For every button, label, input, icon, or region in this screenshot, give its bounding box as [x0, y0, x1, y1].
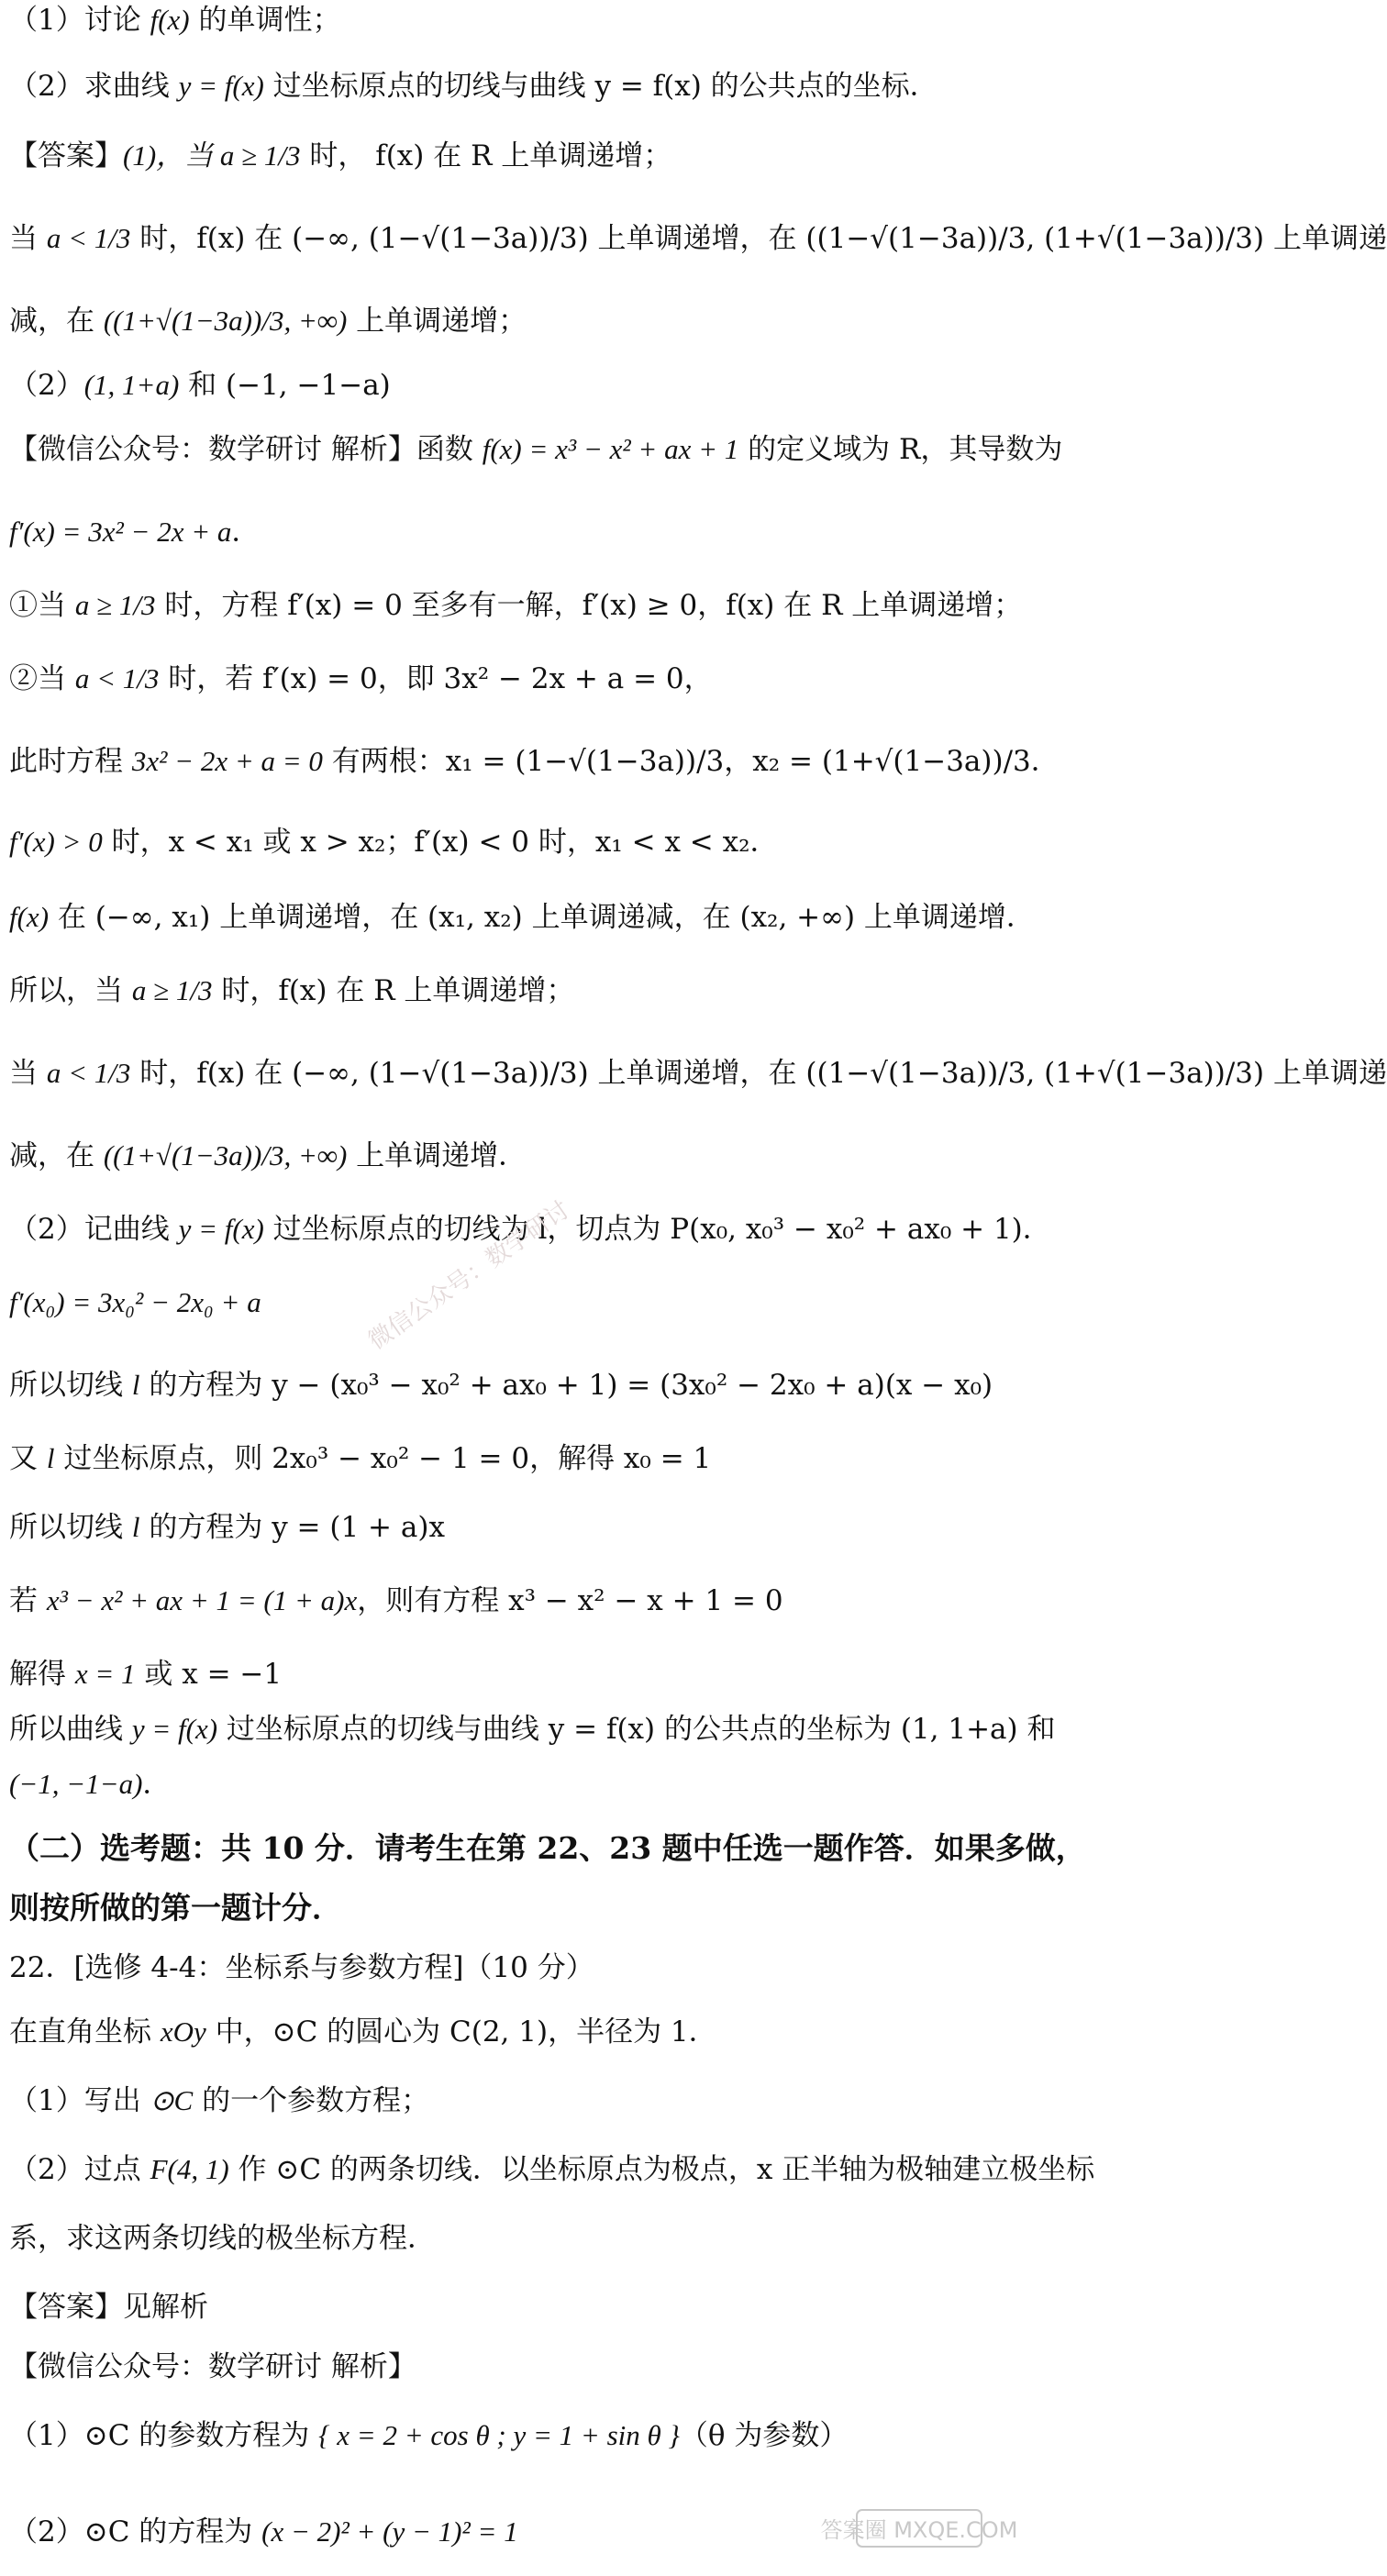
line-29: 在直角坐标 xOy 中，⊙C 的圆心为 C(2, 1)，半径为 1． — [9, 2015, 717, 2049]
line-5: 减，在 ((1+√(1−3a))/3, +∞) 上单调递增； — [9, 305, 527, 338]
line-23: 解得 x = 1 或 x = −1 — [9, 1658, 283, 1691]
line-12: f′(x) > 0 时，x < x₁ 或 x > x₂；f′(x) < 0 时，x₁ < x < x₂． — [9, 826, 779, 859]
line-25: (−1, −1−a)． — [9, 1768, 172, 1801]
line-1: （1）讨论 f(x) 的单调性； — [9, 4, 341, 37]
line-22: 若 x³ − x² + ax + 1 = (1 + a)x，则有方程 x³ − x² − x + 1 = 0 — [9, 1584, 783, 1617]
watermark: 微信公众号：数学研讨 — [363, 1195, 575, 1356]
line-2: （2）求曲线 y = f(x) 过坐标原点的切线与曲线 y = f(x) 的公共点的坐标． — [9, 70, 938, 103]
line-13: f(x) 在 (−∞, x₁) 上单调递增，在 (x₁, x₂) 上单调递减，在 (x₂, +∞) 上单调递增． — [9, 901, 1035, 934]
line-8: f′(x) = 3x² − 2x + a． — [9, 516, 261, 549]
logo-text: 答案圈 MXQE.COM — [820, 2517, 1018, 2543]
line-11: 此时方程 3x² − 2x + a = 0 有两根：x₁ = (1−√(1−3a))/3，x₂ = (1+√(1−3a))/3． — [9, 745, 1060, 778]
line-31: （2）过点 F(4, 1) 作 ⊙C 的两条切线．以坐标原点为极点，x 正半轴为极轴建立极坐标 — [9, 2153, 1095, 2186]
line-21: 所以切线 l 的方程为 y = (1 + a)x — [9, 1511, 445, 1544]
param-equation-line: （1）⊙C 的参数方程为 { x = 2 + cos θ ; y = 1 + sin θ }（θ 为参数） — [9, 2419, 849, 2452]
line-32: 系，求这两条切线的极坐标方程． — [9, 2222, 436, 2255]
line-9: ①当 a ≥ 1/3 时，方程 f′(x) = 0 至多有一解，f′(x) ≥ 0，f(x) 在 R 上单调递增； — [9, 589, 1023, 622]
circle-equation-line: （2）⊙C 的方程为 (x − 2)² + (y − 1)² = 1 — [9, 2515, 518, 2548]
line-14: 所以，当 a ≥ 1/3 时，f(x) 在 R 上单调递增； — [9, 974, 575, 1007]
analysis-heading: 【微信公众号：数学研讨 解析】 — [9, 2350, 416, 2383]
line-4: 当 a < 1/3 时，f(x) 在 (−∞, (1−√(1−3a))/3) 上单调递增，在 ((1−√(1−3a))/3, (1+√(1−3a))/3) 上单调递 — [9, 222, 1387, 255]
line-18: f′(x₀) = 3x₀² − 2x₀ + a — [9, 1286, 261, 1318]
line-30: （1）写出 ⊙C 的一个参数方程； — [9, 2084, 430, 2117]
line-3: 【答案】(1)，当 a ≥ 1/3 时， f(x) 在 R 上单调递增； — [9, 139, 672, 172]
section-heading-2: 则按所做的第一题计分． — [9, 1890, 342, 1926]
line-20: 又 l 过坐标原点，则 2x₀³ − x₀² − 1 = 0，解得 x₀ = 1 — [9, 1442, 712, 1475]
line-17: （2）记曲线 y = f(x) 过坐标原点的切线为 l，切点为 P(x₀, x₀³ − x₀² + ax₀ + 1)． — [9, 1213, 1051, 1246]
line-10: ②当 a < 1/3 时，若 f′(x) = 0，即 3x² − 2x + a = 0， — [9, 662, 713, 695]
line-15: 当 a < 1/3 时，f(x) 在 (−∞, (1−√(1−3a))/3) 上单调递增，在 ((1−√(1−3a))/3, (1+√(1−3a))/3) 上单调递 — [9, 1057, 1387, 1090]
line-6: （2）(1, 1+a) 和 (−1, −1−a) — [9, 369, 391, 402]
line-24: 所以曲线 y = f(x) 过坐标原点的切线与曲线 y = f(x) 的公共点的坐标为 (1, 1+a) 和 — [9, 1713, 1056, 1746]
section-heading-1: （二）选考题：共 10 分．请考生在第 22、23 题中任选一题作答．如果多做， — [9, 1830, 1086, 1866]
question-22-title: 22．[选修 4-4：坐标系与参数方程]（10 分） — [9, 1951, 594, 1984]
line-19: 所以切线 l 的方程为 y − (x₀³ − x₀² + ax₀ + 1) = (3x₀² − 2x₀ + a)(x − x₀) — [9, 1369, 993, 1402]
site-logo — [820, 2506, 1018, 2570]
line-7: 【微信公众号：数学研讨 解析】函数 f(x) = x³ − x² + ax + 1 的定义域为 R，其导数为 — [9, 433, 1063, 466]
line-16: 减，在 ((1+√(1−3a))/3, +∞) 上单调递增． — [9, 1139, 527, 1172]
answer-line: 【答案】见解析 — [9, 2291, 208, 2324]
